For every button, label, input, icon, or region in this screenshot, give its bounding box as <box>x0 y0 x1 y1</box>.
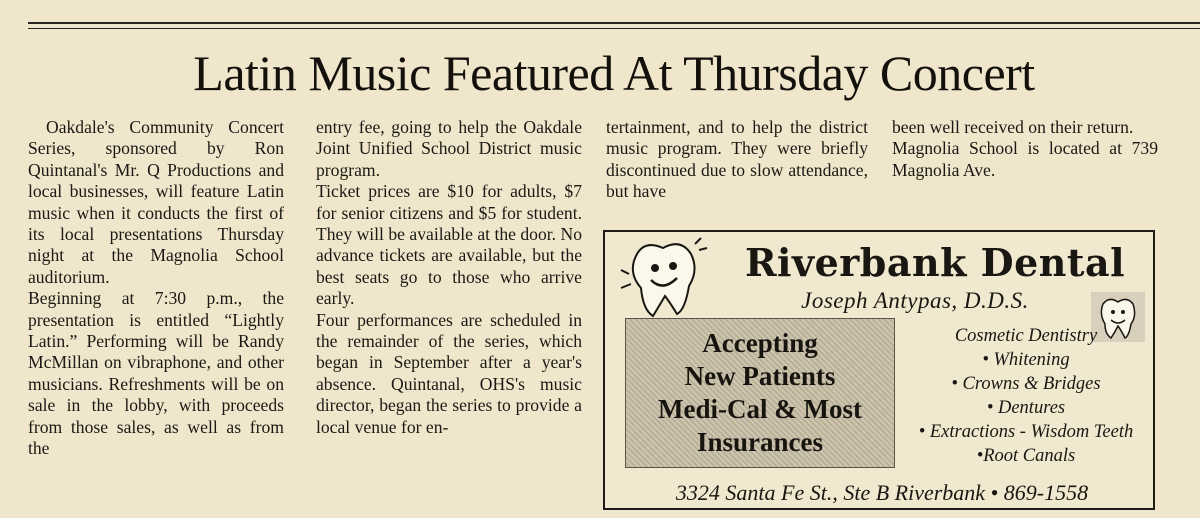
service-item: • Crowns & Bridges <box>951 374 1101 394</box>
paragraph: Beginning at 7:30 p.m., the presentation is entitled “Lightly Latin.” Performing will be Randy McMillan on vibraphone, and other musicians. Refreshments will be on sale in the lobby, with proceeds from those sales, as well as from the <box>28 288 284 459</box>
paragraph: been well received on their return. <box>892 117 1134 137</box>
article-column-4 <box>892 117 1158 181</box>
paragraph: Ticket prices are $10 for adults, $7 for senior citizens and $5 for student. They will be available at the door. No advance tickets are available, but the best seats go to those who arrive early. <box>316 181 582 309</box>
article-column-2 <box>316 117 582 438</box>
service-item: • Extractions - Wisdom Teeth <box>918 422 1134 442</box>
services-list <box>901 324 1151 468</box>
article-column-3 <box>606 117 868 203</box>
paragraph: Four performances are scheduled in the remainder of the series, which began in September after a year's absence. Quintanal, OHS's music director, began the series to provide a local venue for en- <box>316 309 582 437</box>
box-line: Insurances <box>696 427 824 457</box>
paragraph: Magnolia School is located at 739 Magnolia Ave. <box>892 138 1158 180</box>
box-line: Accepting <box>702 328 818 358</box>
dental-advertisement <box>603 230 1155 510</box>
service-item: Cosmetic Dentistry <box>954 326 1098 346</box>
service-item: • Whitening <box>982 350 1070 370</box>
paragraph: entry fee, going to help the Oakdale Joint Unified School District music program. <box>316 117 582 180</box>
box-line: New Patients <box>684 361 836 391</box>
service-item: • Dentures <box>986 398 1066 418</box>
smiling-tooth-icon <box>615 234 715 324</box>
dental-name: Riverbank Dental <box>744 240 1126 285</box>
paragraph: tertainment, and to help the district music program. They were briefly discontinued due to slow attendance, but have <box>606 117 868 202</box>
article-column-1 <box>28 117 284 460</box>
box-line: Medi-Cal & Most <box>658 394 862 424</box>
dental-address: 3324 Santa Fe St., Ste B Riverbank • 869-1558 <box>675 480 1089 505</box>
dentist-name: Joseph Antypas, D.D.S. <box>801 288 1029 313</box>
headline: Latin Music Featured At Thursday Concert <box>193 45 1035 101</box>
new-patients-box <box>625 318 895 468</box>
paragraph: Oakdale's Community Concert Series, sponsored by Ron Quintanal's Mr. Q Productions and local businesses, will feature Latin music when it conducts the first of its local presentations Thursday night at the Magnolia School auditorium. <box>28 117 284 287</box>
service-item: •Root Canals <box>976 446 1076 466</box>
top-rule-1 <box>28 22 1200 24</box>
top-rule-2 <box>28 28 1200 29</box>
